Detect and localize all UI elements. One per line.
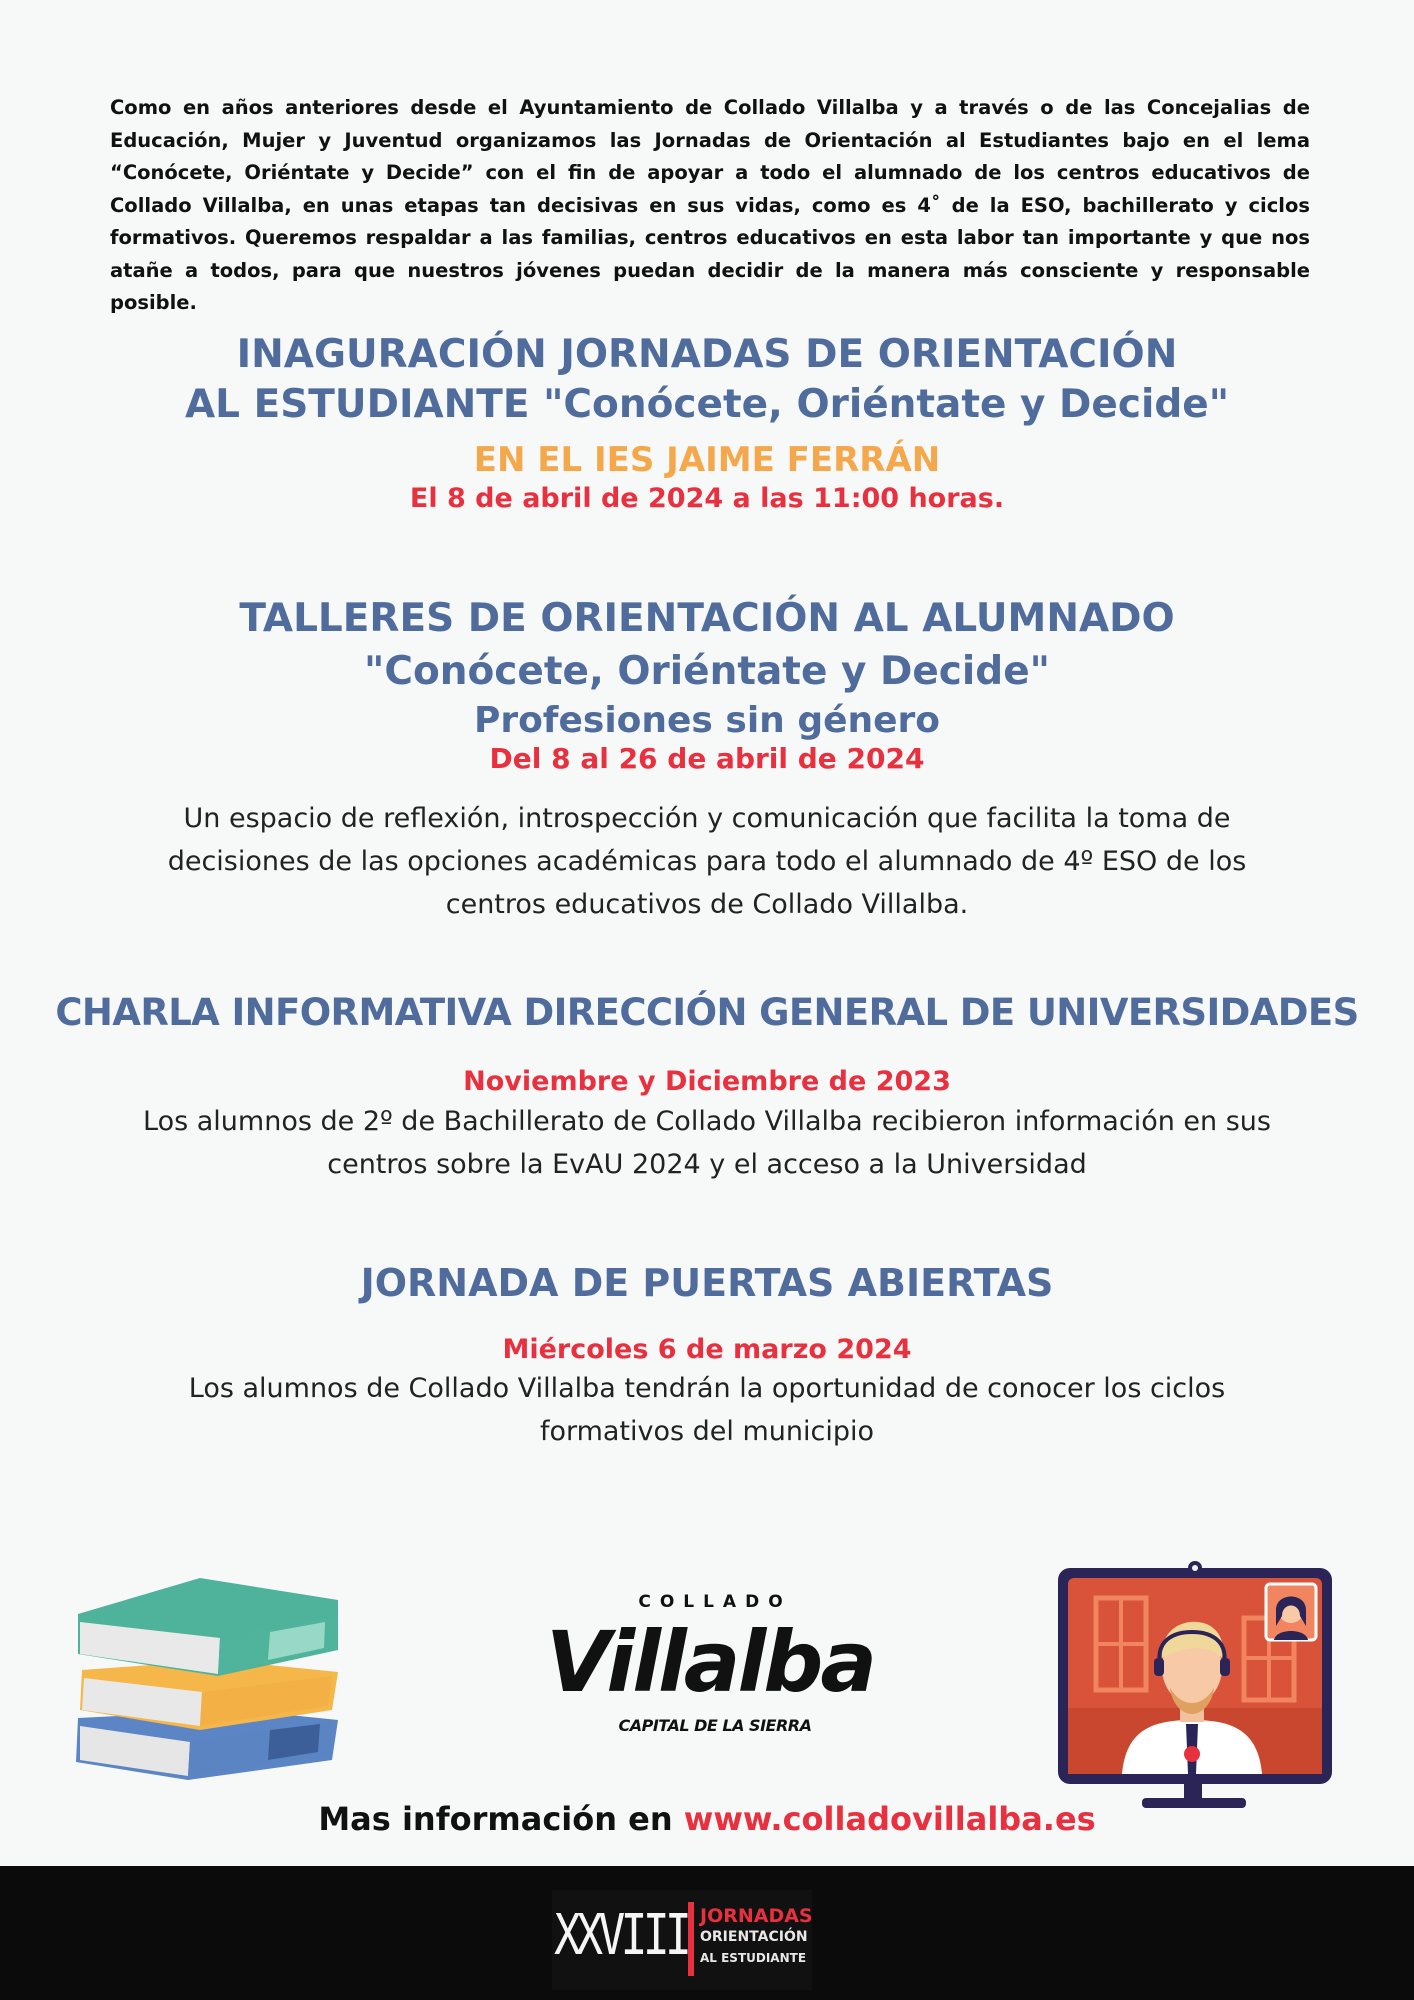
website-link[interactable]: www.colladovillalba.es — [683, 1800, 1096, 1838]
mute-icon — [1160, 1746, 1176, 1762]
talk-title: CHARLA INFORMATIVA DIRECCIÓN GENERAL DE UNIVERSIDADES — [55, 991, 1359, 1034]
footer-numeral: XXVIII — [554, 1903, 688, 1968]
inauguration-date: El 8 de abril de 2024 a las 11:00 horas. — [409, 483, 1005, 514]
workshops-subtitle: Profesiones sin género — [473, 700, 941, 741]
books-illustration — [70, 1570, 345, 1795]
footer-divider — [688, 1902, 694, 1976]
footer-line3: AL ESTUDIANTE — [700, 1951, 807, 1965]
inauguration-title — [0, 330, 1414, 430]
open-day-description-line2: formativos del municipio — [539, 1416, 875, 1447]
open-day-date: Miércoles 6 de marzo 2024 — [502, 1334, 912, 1365]
end-call-icon — [1184, 1746, 1200, 1762]
talk-date: Noviembre y Diciembre de 2023 — [463, 1066, 951, 1097]
talk-description-line2: centros sobre la EvAU 2024 y el acceso a la Universidad — [327, 1149, 1087, 1180]
logo-top-text: COLLADO — [638, 1592, 792, 1612]
open-day-title: JORNADA DE PUERTAS ABIERTAS — [360, 1261, 1054, 1305]
more-info — [0, 1796, 1414, 1842]
talk-description — [0, 1100, 1414, 1186]
workshops-description-line1: Un espacio de reflexión, introspección y comunicación que facilita la toma de — [183, 803, 1231, 834]
workshops-description-line3: centros educativos de Collado Villalba. — [445, 889, 969, 920]
green-book-icon — [78, 1578, 338, 1676]
camera-icon — [1208, 1746, 1224, 1762]
collado-villalba-logo — [530, 1592, 890, 1752]
talk-description-line1: Los alumnos de 2º de Bachillerato de Collado Villalba recibieron información en sus — [143, 1106, 1271, 1137]
footer-bar — [0, 1866, 1414, 2000]
workshops-title-line1: TALLERES DE ORIENTACIÓN AL ALUMNADO — [239, 596, 1175, 641]
workshops-date: Del 8 al 26 de abril de 2024 — [489, 742, 925, 775]
inset-participant-icon — [1266, 1584, 1316, 1640]
footer-line1: JORNADAS — [700, 1905, 813, 1927]
workshops-description — [0, 797, 1414, 926]
jornadas-footer-logo — [552, 1890, 812, 1990]
footer-line2: ORIENTACIÓN — [700, 1929, 808, 1945]
workshops-title — [0, 592, 1414, 698]
inauguration-title-line1: INAGURACIÓN JORNADAS DE ORIENTACIÓN — [236, 332, 1178, 377]
inauguration-title-line2: AL ESTUDIANTE "Conócete, Oriéntate y Decide" — [184, 382, 1230, 427]
video-call-illustration — [1056, 1558, 1336, 1813]
more-info-prefix: Mas información en — [318, 1800, 684, 1838]
inauguration-venue: EN EL IES JAIME FERRÁN — [473, 440, 941, 480]
workshops-title-line2: "Conócete, Oriéntate y Decide" — [364, 649, 1050, 694]
logo-main-text: Villalba — [545, 1613, 875, 1711]
logo-tagline: CAPITAL DE LA SIERRA — [618, 1716, 812, 1735]
workshops-description-line2: decisiones de las opciones académicas para todo el alumnado de 4º ESO de los — [167, 846, 1247, 877]
open-day-description-line1: Los alumnos de Collado Villalba tendrán la oportunidad de conocer los ciclos — [188, 1373, 1226, 1404]
intro-paragraph: Como en años anteriores desde el Ayuntamiento de Collado Villalba y a través o de las Concejalias de Educación, Mujer y Juventud organizamos las Jornadas de Orientación al Estudiantes bajo en el lema “Conócete, Oriéntate y Decide” con el fin de apoyar a todo el alumnado de los centros educativos de Collado Villalba, en unas etapas tan decisivas en sus vidas, como es 4˚ de la ESO, bachillerato y ciclos formativos. Queremos respaldar a las familias, centros educativos en esta labor tan importante y que nos atañe a todos, para que nuestros jóvenes puedan decidir de la manera más consciente y responsable posible. — [110, 96, 1310, 314]
open-day-description — [0, 1367, 1414, 1453]
